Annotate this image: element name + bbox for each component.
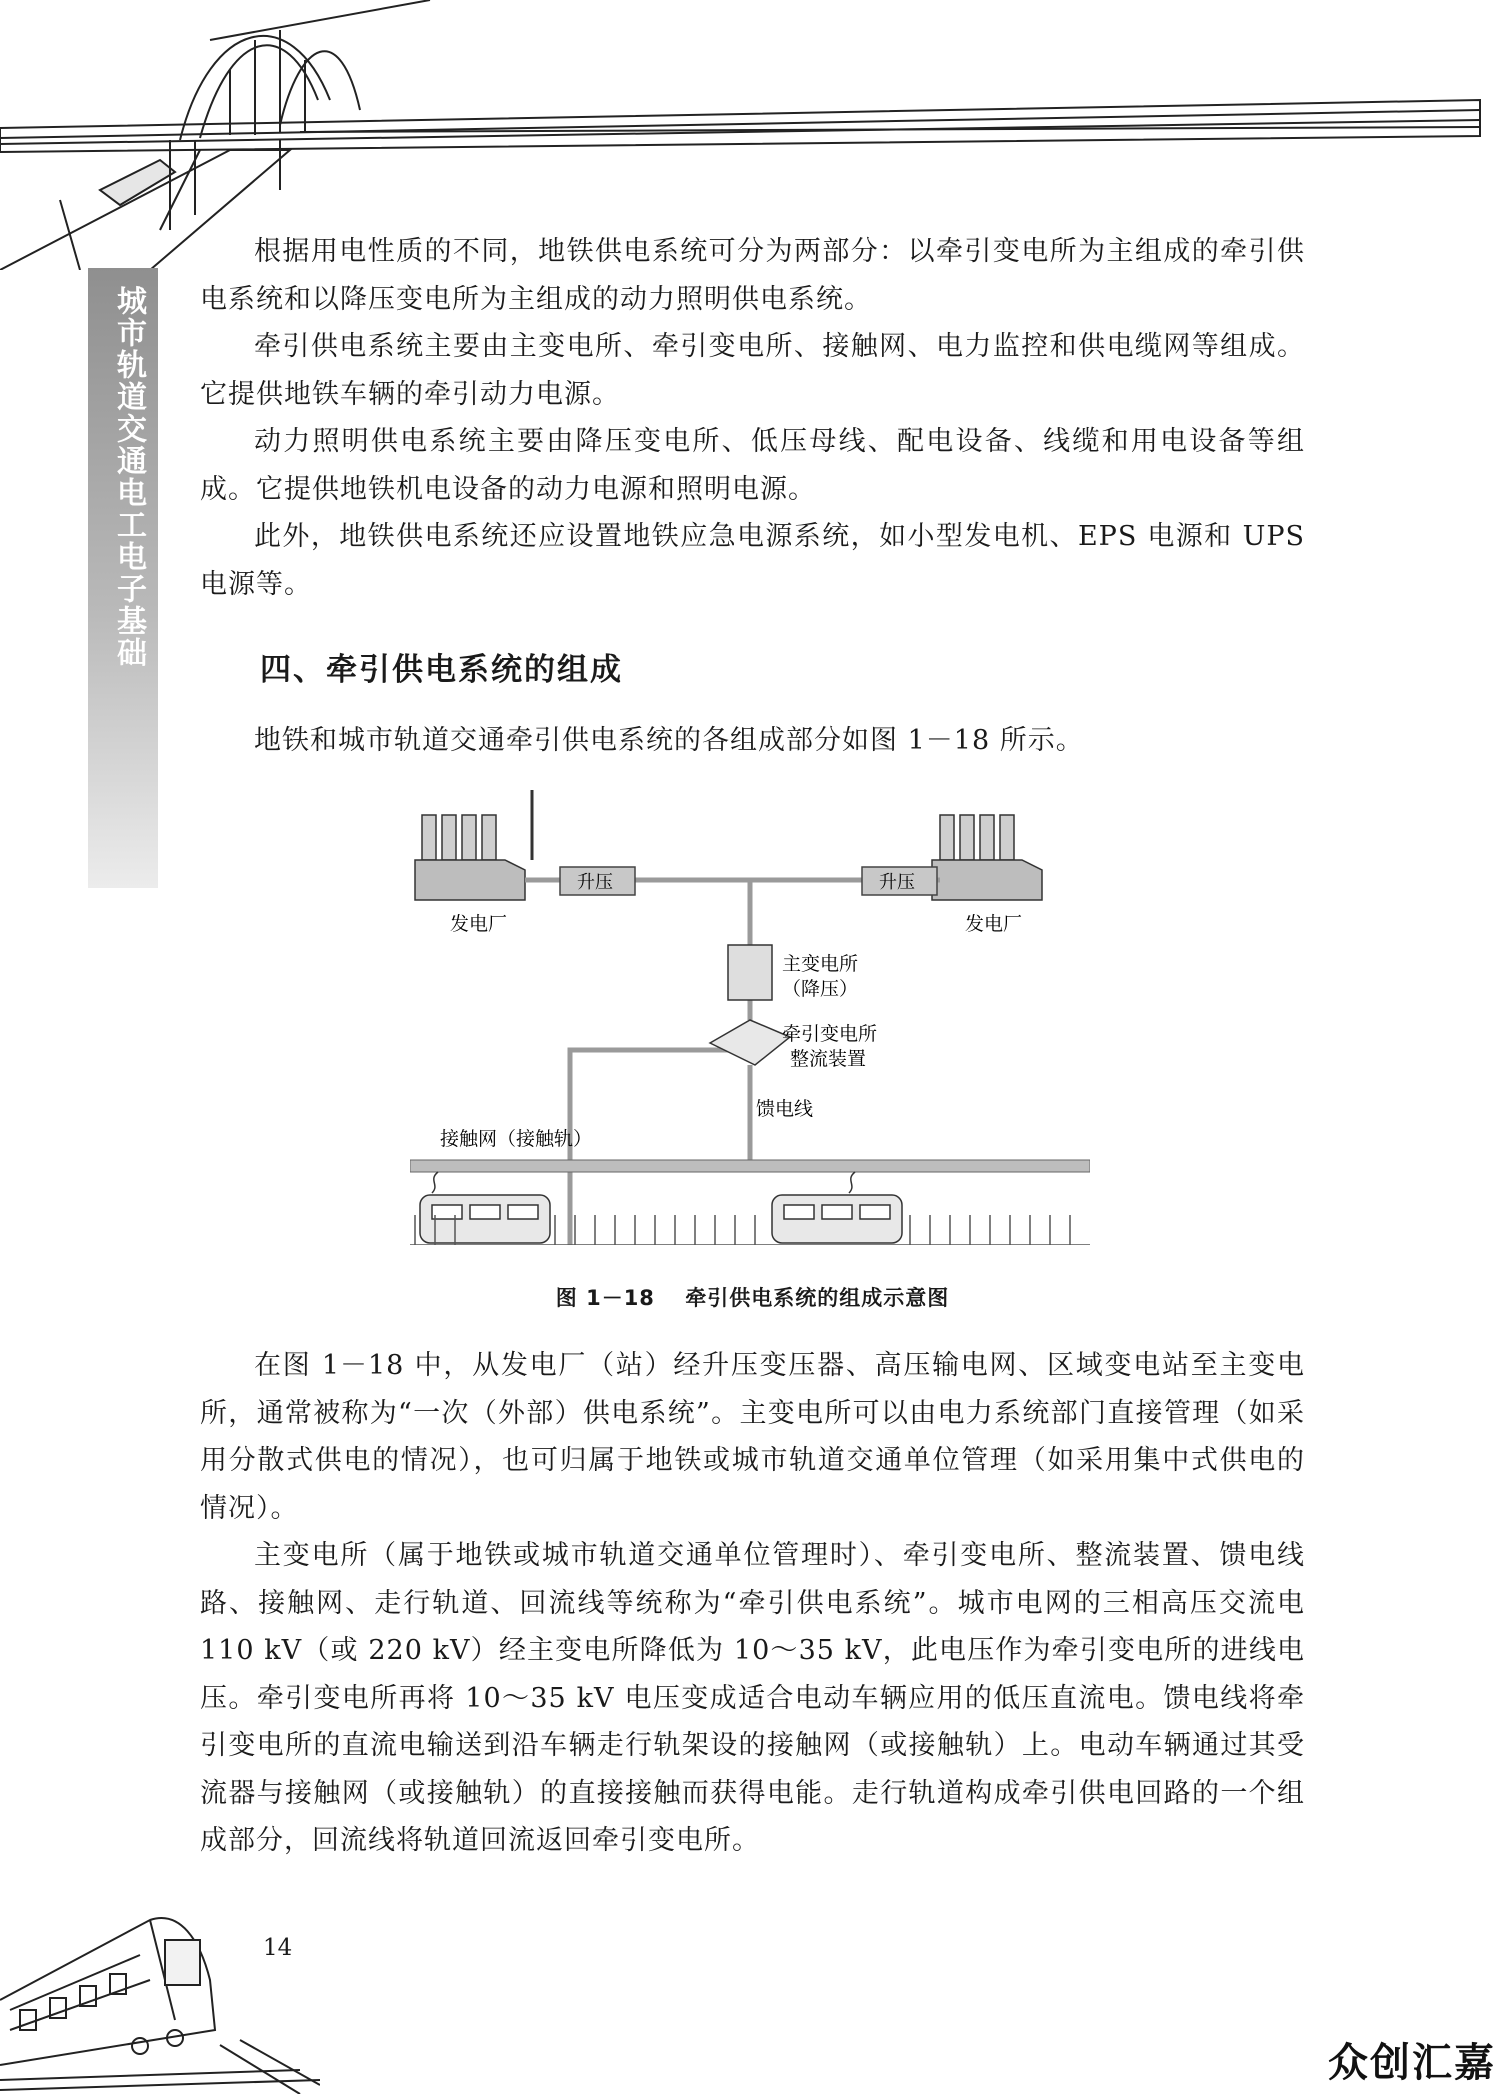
paragraph: 此外，地铁供电系统还应设置地铁应急电源系统，如小型发电机、EPS 电源和 UPS 电源等。 [200, 521, 1305, 600]
step-up-left-label: 升压 [577, 872, 613, 893]
body-text-bottom [200, 1342, 1305, 1865]
figure-number: 图 1－18 [555, 1286, 655, 1310]
step-up-right-label: 升压 [879, 872, 915, 893]
body-text-top [200, 228, 1305, 765]
paragraph: 根据用电性质的不同，地铁供电系统可分为两部分：以牵引变电所为主组成的牵引供电系统和以降压变电所为主组成的动力照明供电系统。 [200, 236, 1305, 315]
power-plant-right-icon [932, 815, 1042, 900]
train-right-icon [772, 1172, 902, 1243]
paragraph: 动力照明供电系统主要由降压变电所、低压母线、配电设备、线缆和用电设备等组成。它提供地铁机电设备的动力电源和照明电源。 [200, 426, 1305, 505]
main-substation-label: 主变电所 [782, 953, 859, 975]
figure-caption [200, 1282, 1305, 1312]
watermark: 众创汇嘉 [1328, 2040, 1496, 2086]
paragraph: 牵引供电系统主要由主变电所、牵引变电所、接触网、电力监控和供电缆网等组成。它提供地铁车辆的牵引动力电源。 [200, 331, 1305, 410]
plant-right-label: 发电厂 [965, 913, 1023, 935]
footer-train-illustration [0, 1880, 320, 2094]
catenary-label: 接触网（接触轨） [440, 1128, 593, 1150]
traction-power-diagram [410, 775, 1090, 1245]
figure-intro: 地铁和城市轨道交通牵引供电系统的各组成部分如图 1－18 所示。 [254, 725, 1084, 756]
catenary-bar [410, 1160, 1090, 1172]
rectifier-label: 整流装置 [790, 1048, 867, 1070]
paragraph: 主变电所（属于地铁或城市轨道交通单位管理时）、牵引变电所、整流装置、馈电线路、接触网、走行轨道、回流线等统称为“牵引供电系统”。城市电网的三相高压交流电110 kV（或 220 kV）经主变电所降低为 10～35 kV，此电压作为牵引变电所的进线电压。牵引变电所再将 10～35 kV 电压变成适合电动车辆应用的低压直流电。馈电线将牵引变电所的直流电输送到沿车辆走行轨架设的接触网（或接触轨）上。电动车辆通过其受流器与接触网（或接触轨）的直接接触而获得电能。走行轨道构成牵引供电回路的一个组成部分，回流线将轨道回流返回牵引变电所。 [200, 1540, 1305, 1856]
feeder-label: 馈电线 [756, 1098, 814, 1120]
power-plant-left-icon [415, 790, 532, 900]
main-substation-icon [728, 945, 772, 1000]
train-left-icon [420, 1172, 550, 1243]
main-substation-sublabel: （降压） [782, 978, 859, 1000]
section-heading: 四、牵引供电系统的组成 [260, 652, 623, 688]
traction-substation-label: 牵引变电所 [782, 1023, 878, 1045]
page-number: 14 [263, 1935, 293, 1961]
figure-caption-text: 牵引供电系统的组成示意图 [685, 1286, 950, 1310]
paragraph: 在图 1－18 中，从发电厂（站）经升压变压器、高压输电网、区域变电站至主变电所，通常被称为“一次（外部）供电系统”。主变电所可以由电力系统部门直接管理（如采用分散式供电的情况），也可归属于地铁或城市轨道交通单位管理（如采用集中式供电的情况）。 [200, 1350, 1305, 1524]
plant-left-label: 发电厂 [450, 913, 508, 935]
sidebar-title: 城市轨道交通电工电子基础 [111, 285, 146, 669]
traction-substation-icon [710, 1020, 790, 1065]
